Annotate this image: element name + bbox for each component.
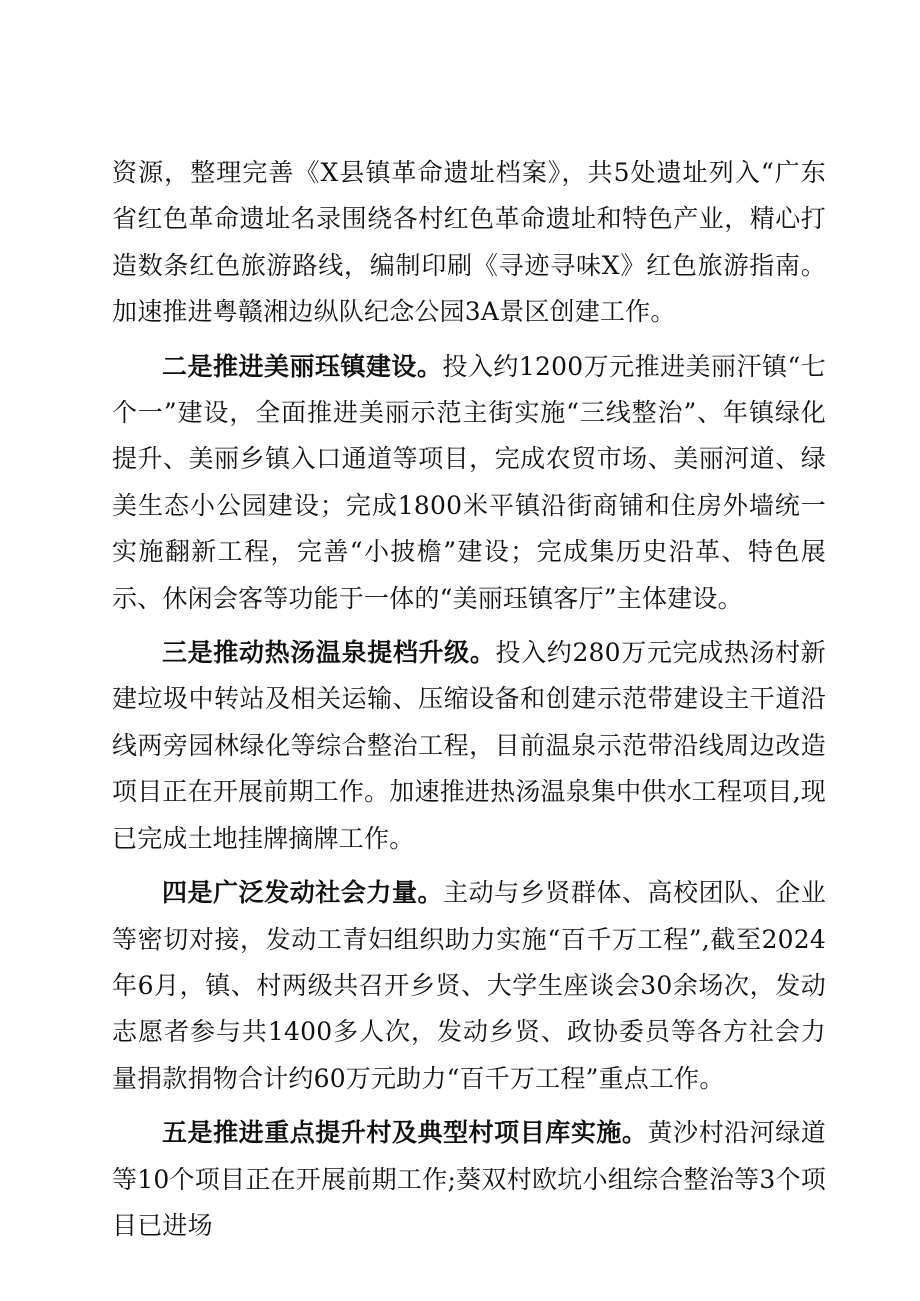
paragraph-5-text: 黄沙村沿河绿道等10个项目正在开展前期工作;葵双村欧坑小组综合整治等3个项目已进场 — [112, 1118, 826, 1240]
paragraph-2-text: 投入约1200万元推进美丽汗镇“七个一”建设，全面推进美丽示范主街实施“三线整治”、年镇绿化提升、美丽乡镇入口通道等项目，完成农贸市场、美丽河道、绿美生态小公园建设；完成1800米平镇沿街商铺和住房外墙统一实施翻新工程，完善“小披檐”建设；完成集历史沿革、特色展示、休闲会客等功能于一体的“美丽珏镇客厅”主体建设。 — [112, 351, 826, 613]
paragraph-4-lead: 四是广泛发动社会力量。 — [162, 878, 444, 908]
paragraph-1 — [112, 150, 826, 336]
paragraph-2 — [112, 344, 826, 622]
paragraph-5-lead: 五是推进重点提升村及典型村项目库实施。 — [162, 1118, 648, 1148]
paragraph-4-text: 主动与乡贤群体、高校团队、企业等密切对接，发动工青妇组织助力实施“百千万工程”,截至2024年6月，镇、村两级共召开乡贤、大学生座谈会30余场次，发动志愿者参与共1400多人次，发动乡贤、政协委员等各方社会力量捐款捐物合计约60万元助力“百千万工程”重点工作。 — [112, 878, 826, 1093]
paragraph-5 — [112, 1110, 826, 1249]
paragraph-3 — [112, 630, 826, 862]
paragraph-4 — [112, 870, 826, 1102]
paragraph-2-lead: 二是推进美丽珏镇建设。 — [162, 351, 443, 381]
paragraph-3-text: 投入约280万元完成热汤村新建垃圾中转站及相关运输、压缩设备和创建示范带建设主干道沿线两旁园林绿化等综合整治工程，目前温泉示范带沿线周边改造项目正在开展前期工作。加速推进热汤温泉集中供水工程项目,现已完成土地挂牌摘牌工作。 — [112, 638, 826, 853]
paragraph-1-text: 资源，整理完善《X县镇革命遗址档案》，共5处遗址列入“广东省红色革命遗址名录围绕各村红色革命遗址和特色产业，精心打造数条红色旅游路线，编制印刷《寻迹寻味X》红色旅游指南。加速推进粤赣湘边纵队纪念公园3A景区创建工作。 — [112, 158, 826, 327]
paragraph-3-lead: 三是推动热汤温泉提档升级。 — [162, 638, 496, 668]
